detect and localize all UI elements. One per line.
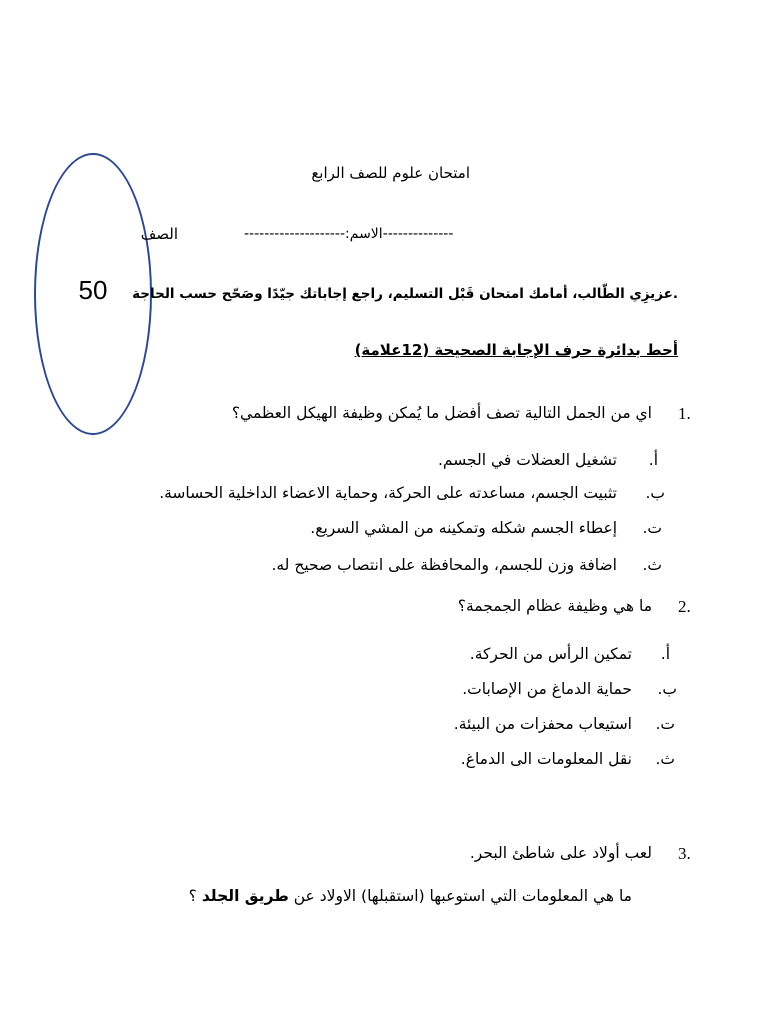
question-1-text: اي من الجمل التالية تصف أفضل ما يُمكن وظيفة الهيكل العظمي؟	[231, 404, 652, 422]
question-3-number: 3.	[678, 844, 691, 863]
name-line	[244, 226, 453, 242]
q2-option-a-text: تمكين الرأس من الحركة.	[469, 645, 632, 663]
q3-sub-bold: طريق الجلد	[201, 887, 289, 905]
q2-option-a-letter: أ.	[660, 645, 670, 663]
q1-option-b-letter: ب.	[645, 484, 665, 502]
q2-option-d-letter: ث.	[655, 750, 675, 768]
exam-title: امتحان علوم للصف الرابع	[311, 164, 470, 182]
name-blank-right: --------------	[382, 226, 454, 242]
q1-option-b-text: تثبيت الجسم، مساعدته على الحركة، وحماية الاعضاء الداخلية الحساسة.	[159, 484, 617, 502]
name-label: الاسم:	[345, 226, 383, 242]
q1-option-d-text: اضافة وزن للجسم، والمحافظة على انتصاب صحيح له.	[271, 556, 617, 574]
class-label: الصف	[140, 225, 178, 243]
name-blank-left: --------------------	[244, 226, 346, 242]
question-3-text: لعب أولاد على شاطئ البحر.	[469, 844, 652, 862]
question-1-number: 1.	[678, 404, 691, 423]
q3-sub-before: ما هي المعلومات التي استوعبها (استقبلها) الاولاد عن	[288, 887, 632, 905]
q1-option-c-text: إعطاء الجسم شكله وتمكينه من المشي السريع.	[310, 519, 617, 537]
q2-option-c-text: استيعاب محفزات من البيئة.	[453, 715, 632, 733]
q1-option-a-letter: أ.	[648, 451, 658, 469]
q2-option-d-text: نقل المعلومات الى الدماغ.	[460, 750, 632, 768]
instructions: .عزيزِي الطّالب، أمامك امتحان قَبْل التسليم، راجع إجاباتك جيّدًا وصَحّح حسب الحاجة	[132, 286, 678, 302]
q2-option-b-letter: ب.	[657, 680, 677, 698]
q1-option-c-letter: ت.	[642, 519, 662, 537]
q1-option-a-text: تشغيل العضلات في الجسم.	[437, 451, 617, 469]
q2-option-c-letter: ت.	[655, 715, 675, 733]
section-title: أحط بدائرة حرف الإجابة الصحيحة (12علامة)	[354, 341, 678, 359]
score-value: 50	[78, 275, 108, 305]
q3-sub-after: ؟	[188, 887, 202, 905]
question-2-number: 2.	[678, 597, 691, 616]
q1-option-d-letter: ث.	[642, 556, 662, 574]
question-2-text: ما هي وظيفة عظام الجمجمة؟	[457, 597, 652, 615]
question-3-subquestion	[189, 887, 632, 905]
q2-option-b-text: حماية الدماغ من الإصابات.	[462, 680, 632, 698]
